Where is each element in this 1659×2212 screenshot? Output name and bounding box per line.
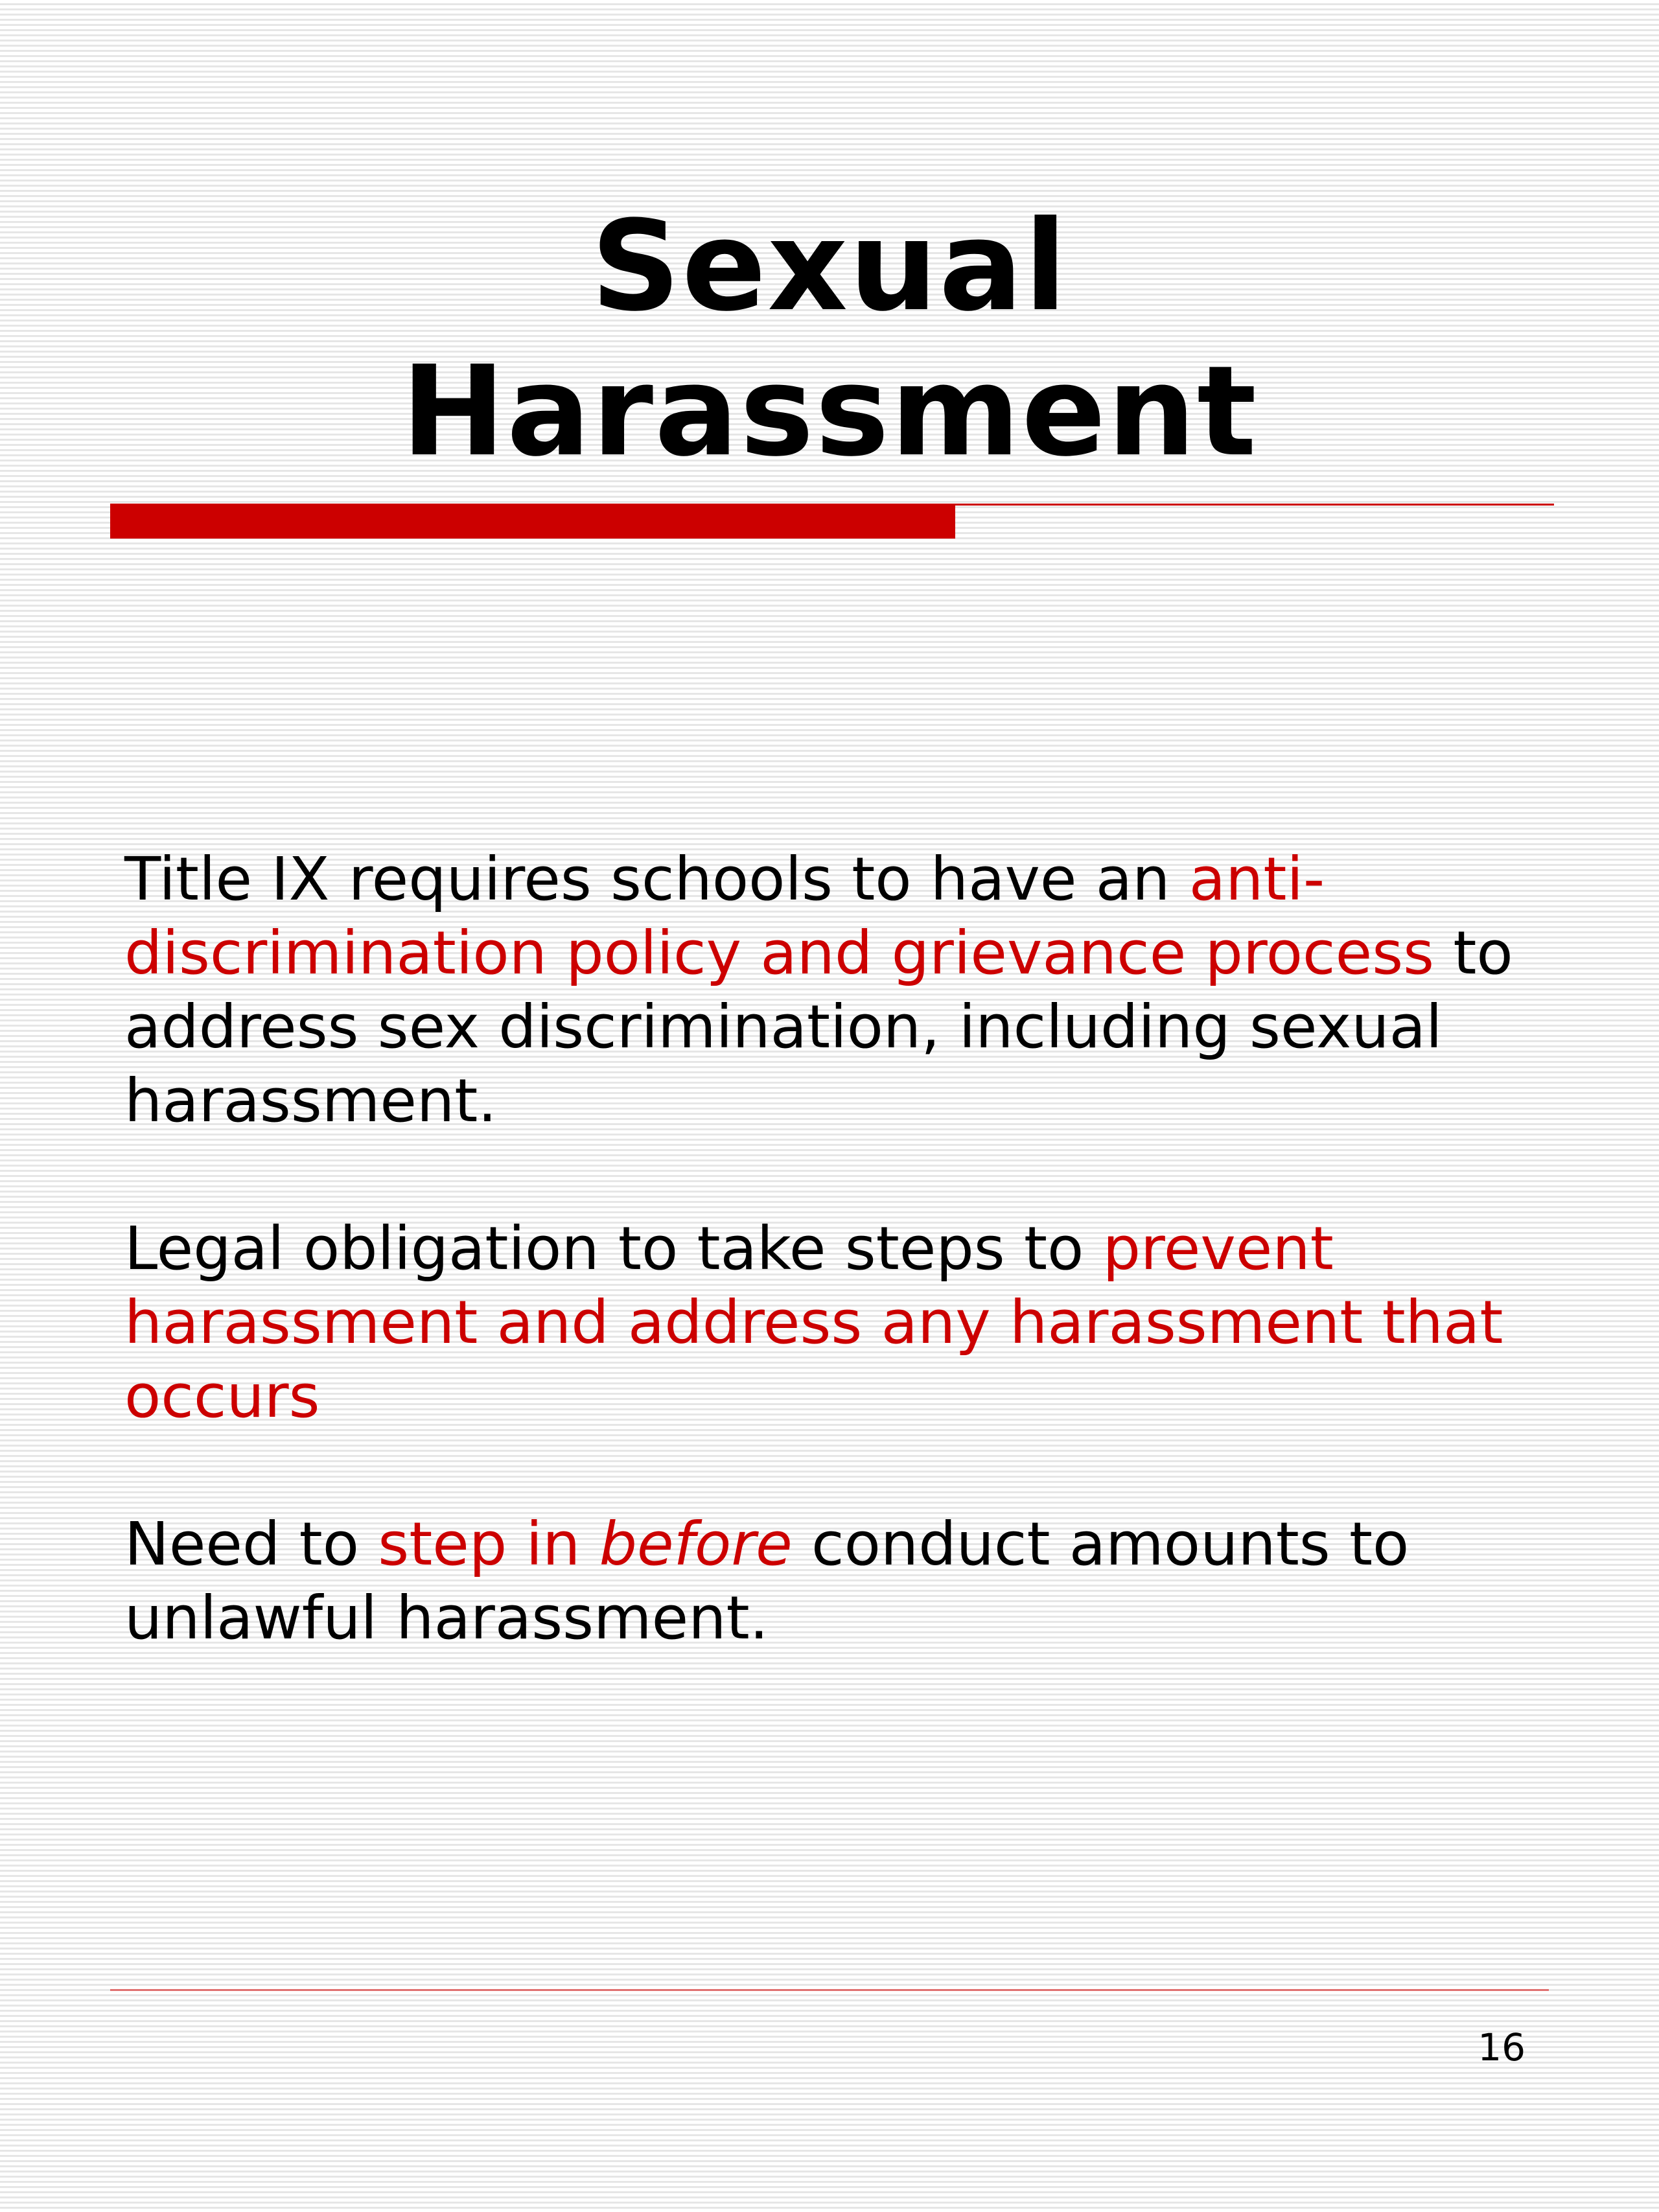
slide-title-line-2: Harassment [401, 340, 1258, 484]
paragraph-text: conduct amounts to unlawful harassment. [124, 1509, 1410, 1653]
paragraph-text: to address sex discrimination, including sexual harassment. [124, 918, 1513, 1135]
slide-body [124, 843, 1563, 1729]
paragraph-title-ix [124, 843, 1563, 1138]
title-underline-thin [955, 504, 1554, 506]
footer-divider [110, 1989, 1549, 1991]
paragraph-highlight: anti-discrimination policy and grievance process [124, 844, 1435, 988]
slide-title-line-1: Sexual [590, 194, 1069, 339]
slide-title [0, 194, 1659, 485]
paragraph-text: Legal obligation to take steps to [124, 1214, 1103, 1283]
paragraph-step-in [124, 1508, 1563, 1655]
paragraph-text: Need to [124, 1509, 378, 1579]
paragraph-legal-obligation [124, 1212, 1563, 1434]
page-number: 16 [1478, 2025, 1526, 2069]
paragraph-highlight: prevent harassment and address any harassment that occurs [124, 1214, 1503, 1431]
paragraph-highlight: step in [378, 1509, 599, 1579]
title-underline-thick [110, 504, 955, 539]
paragraph-highlight-emphasis: before [599, 1509, 793, 1579]
paragraph-text: Title IX requires schools to have an [124, 844, 1189, 914]
